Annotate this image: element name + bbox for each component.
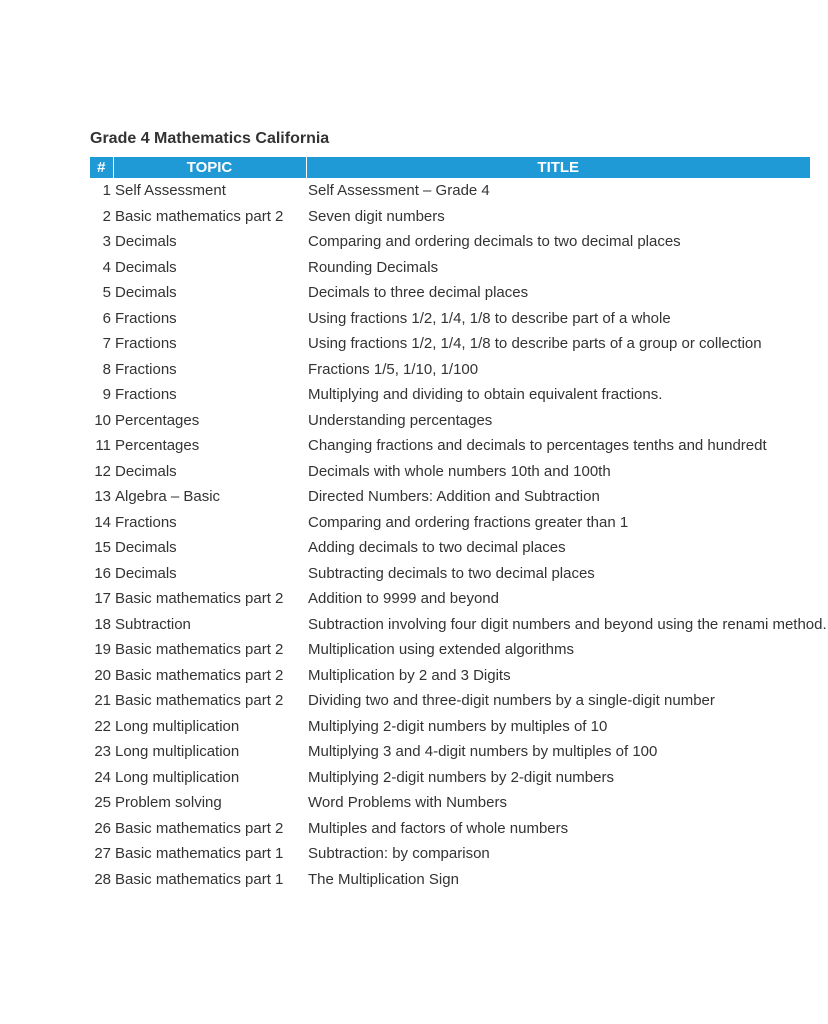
row-title: Seven digit numbers [308, 207, 445, 225]
table-row [90, 663, 810, 689]
row-title: Self Assessment – Grade 4 [308, 182, 490, 199]
row-number: 22 [94, 717, 111, 735]
table-row [90, 255, 810, 281]
row-number: 15 [94, 539, 111, 556]
row-title: Decimals with whole numbers 10th and 100th [308, 462, 611, 480]
table-row [90, 408, 810, 434]
row-topic: Decimals [115, 233, 177, 250]
row-number: 27 [94, 845, 111, 862]
row-number: 14 [94, 513, 111, 531]
row-number: 2 [102, 207, 111, 225]
row-topic: Decimals [115, 462, 177, 480]
table-body [90, 178, 827, 892]
row-number: 6 [102, 309, 111, 327]
column-header-topic: TOPIC [113, 157, 306, 178]
row-title-cell [306, 535, 810, 561]
row-topic: Basic mathematics part 2 [115, 692, 284, 709]
row-title-cell [306, 459, 810, 485]
row-title-cell [306, 688, 810, 714]
row-title-cell [306, 306, 810, 332]
row-topic: Basic mathematics part 2 [115, 641, 284, 658]
row-topic: Decimals [115, 284, 177, 301]
row-title-cell [306, 331, 810, 357]
row-title: Addition to 9999 and beyond [308, 590, 499, 607]
document-page [90, 128, 827, 892]
row-number: 16 [94, 564, 111, 582]
table-row [90, 688, 810, 714]
row-title-cell [306, 841, 810, 867]
row-number: 5 [102, 284, 111, 301]
row-number: 24 [94, 768, 111, 786]
row-number: 4 [102, 258, 111, 276]
row-title-cell [306, 765, 810, 791]
row-topic: Long multiplication [115, 717, 240, 735]
row-title: The Multiplication Sign [308, 870, 459, 888]
table-row [90, 867, 810, 893]
table-row [90, 382, 810, 408]
row-number: 18 [94, 615, 111, 633]
document-heading: Grade 4 Mathematics California [90, 130, 330, 147]
row-topic: Basic mathematics part 2 [115, 590, 284, 607]
column-header-number: # [90, 157, 113, 178]
row-number: 25 [94, 794, 111, 811]
row-title: Decimals to three decimal places [308, 284, 529, 301]
row-number: 11 [95, 437, 111, 454]
row-title-cell [306, 280, 810, 306]
row-topic: Fractions [115, 335, 177, 352]
table-row [90, 612, 810, 638]
row-number: 28 [94, 870, 111, 888]
row-title-cell [306, 612, 827, 638]
row-title-cell [306, 561, 810, 587]
row-topic: Basic mathematics part 1 [115, 870, 284, 888]
row-title: Using fractions 1/2, 1/4, 1/8 to describe part of a whole [308, 309, 671, 327]
row-number: 9 [102, 386, 111, 403]
row-title-cell [306, 637, 810, 663]
row-number: 3 [102, 233, 111, 250]
row-title: Comparing and ordering fractions greater than 1 [308, 513, 629, 531]
row-title-cell [306, 204, 810, 230]
topics-table [90, 157, 827, 892]
row-title: Subtracting decimals to two decimal places [308, 564, 595, 582]
table-row [90, 714, 810, 740]
table-row [90, 535, 810, 561]
row-title: Multiples and factors of whole numbers [308, 819, 569, 837]
row-topic: Basic mathematics part 2 [115, 819, 284, 837]
row-topic: Fractions [115, 386, 177, 403]
row-topic: Decimals [115, 539, 177, 556]
row-number: 23 [94, 743, 111, 760]
row-title: Dividing two and three-digit numbers by a single-digit number [308, 692, 715, 709]
row-title: Multiplying 2-digit numbers by 2-digit numbers [308, 768, 614, 786]
row-title: Multiplication by 2 and 3 Digits [308, 666, 511, 684]
row-title: Multiplying and dividing to obtain equivalent fractions. [308, 386, 663, 403]
row-topic: Basic mathematics part 1 [115, 845, 284, 862]
row-title-cell [306, 663, 810, 689]
row-number: 10 [94, 411, 111, 429]
table-row [90, 816, 810, 842]
table-row [90, 331, 810, 357]
row-title-cell [306, 255, 810, 281]
row-title: Word Problems with Numbers [308, 794, 507, 811]
row-title: Adding decimals to two decimal places [308, 539, 566, 556]
table-row [90, 586, 810, 612]
row-title: Subtraction: by comparison [308, 845, 490, 862]
row-topic: Decimals [115, 564, 177, 582]
table-row [90, 739, 810, 765]
row-title-cell [306, 586, 810, 612]
row-title: Comparing and ordering decimals to two decimal places [308, 233, 681, 250]
row-title: Rounding Decimals [308, 258, 439, 276]
row-topic: Algebra – Basic [115, 488, 221, 505]
row-topic: Long multiplication [115, 743, 240, 760]
table-row [90, 790, 810, 816]
row-title: Multiplication using extended algorithms [308, 641, 574, 658]
table-row [90, 178, 810, 204]
row-topic: Problem solving [115, 794, 222, 811]
table-row [90, 306, 810, 332]
row-number: 1 [102, 182, 111, 199]
row-topic: Fractions [115, 309, 177, 327]
table-row [90, 637, 810, 663]
row-topic: Percentages [115, 411, 200, 429]
row-topic: Basic mathematics part 2 [115, 207, 284, 225]
column-header-title: TITLE [306, 157, 810, 178]
row-topic: Fractions [115, 360, 177, 378]
row-title-cell [306, 790, 810, 816]
row-number: 12 [94, 462, 111, 480]
row-title-cell [306, 382, 810, 408]
row-title-cell [306, 510, 810, 536]
table-row [90, 561, 810, 587]
row-title-cell [306, 357, 810, 383]
table-row [90, 510, 810, 536]
row-title-cell [306, 484, 810, 510]
table-row [90, 841, 810, 867]
row-title: Multiplying 2-digit numbers by multiples of 10 [308, 717, 608, 735]
table-row [90, 433, 810, 459]
row-topic: Percentages [115, 437, 200, 454]
row-topic: Fractions [115, 513, 177, 531]
table-row [90, 204, 810, 230]
row-topic: Subtraction [115, 615, 191, 633]
row-title-cell [306, 433, 810, 459]
row-topic: Long multiplication [115, 768, 240, 786]
row-title-cell [306, 229, 810, 255]
row-number: 8 [102, 360, 111, 378]
table-row [90, 280, 810, 306]
row-title-cell [306, 714, 810, 740]
row-title: Using fractions 1/2, 1/4, 1/8 to describe parts of a group or collection [308, 335, 762, 352]
row-title-cell [306, 816, 810, 842]
row-topic: Decimals [115, 258, 177, 276]
row-number: 7 [102, 335, 111, 352]
row-title: Directed Numbers: Addition and Subtraction [308, 488, 600, 505]
row-topic: Self Assessment [115, 182, 226, 199]
row-title: Multiplying 3 and 4-digit numbers by multiples of 100 [308, 743, 658, 760]
row-number: 20 [94, 666, 111, 684]
row-title-cell [306, 178, 810, 204]
row-title: Understanding percentages [308, 411, 493, 429]
row-number: 21 [94, 692, 111, 709]
row-number: 13 [94, 488, 111, 505]
row-title: Changing fractions and decimals to percentages tenths and hundredt [308, 437, 767, 454]
table-row [90, 459, 810, 485]
row-topic: Basic mathematics part 2 [115, 666, 284, 684]
row-title-cell [306, 867, 810, 893]
row-title-cell [306, 408, 810, 434]
row-title: Subtraction involving four digit numbers and beyond using the renami method. [308, 615, 827, 633]
row-number: 19 [94, 641, 111, 658]
table-row [90, 357, 810, 383]
row-number: 17 [94, 590, 111, 607]
table-row [90, 229, 810, 255]
table-row [90, 765, 810, 791]
row-number: 26 [94, 819, 111, 837]
row-title-cell [306, 739, 810, 765]
table-row [90, 484, 810, 510]
row-title: Fractions 1/5, 1/10, 1/100 [308, 360, 479, 378]
table-header-row [90, 157, 810, 178]
